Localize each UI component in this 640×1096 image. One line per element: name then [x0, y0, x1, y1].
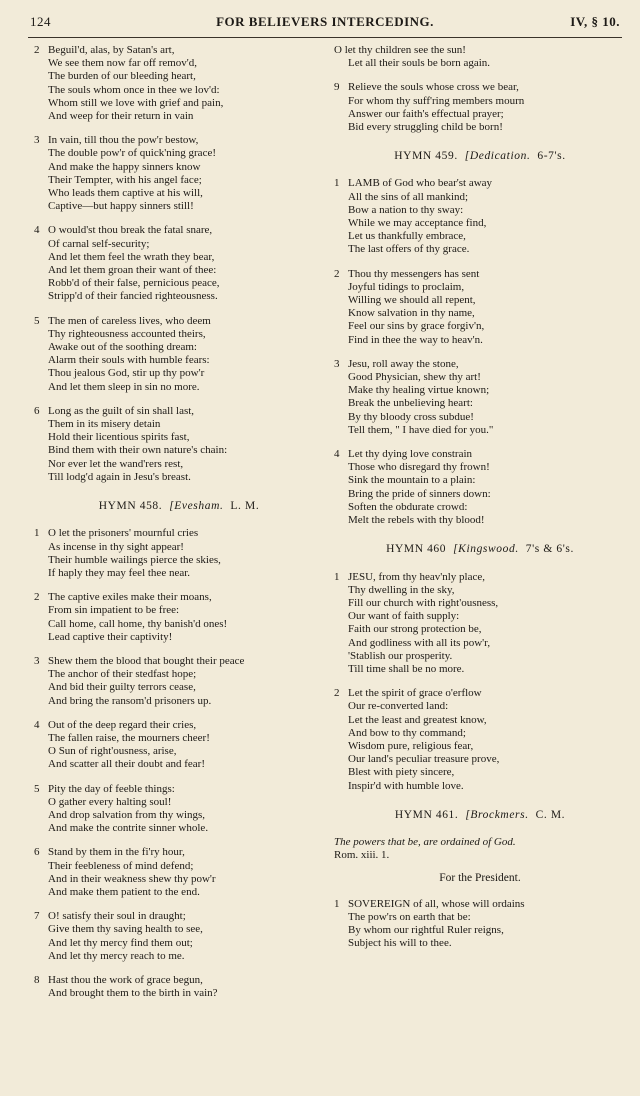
verse-number: 7	[34, 910, 40, 923]
verse-line	[334, 57, 626, 70]
verse-line	[34, 444, 324, 457]
verse-line	[34, 315, 324, 328]
verse-text: The men of careless lives, who deem	[48, 314, 211, 327]
verse-text: O Sun of right'ousness, arise,	[48, 745, 177, 758]
verse-text: Our re-converted land:	[348, 700, 449, 713]
verse-line	[34, 796, 324, 809]
verse-text: And let thy mercy reach to me.	[48, 949, 185, 962]
verse	[334, 898, 626, 951]
verse-number: 3	[34, 654, 40, 667]
verse-text: And bow to thy command;	[348, 726, 466, 739]
verse-line	[34, 846, 324, 859]
verse-text: As incense in thy sight appear!	[48, 540, 184, 553]
verse-line	[34, 44, 324, 57]
hymn-number: HYMN 458.	[98, 500, 163, 513]
verse	[34, 591, 324, 644]
verse-number: 3	[334, 357, 340, 370]
verse-line	[334, 95, 626, 108]
verse-line	[34, 950, 324, 963]
verse-line	[34, 745, 324, 758]
verse	[34, 910, 324, 963]
verse-line	[334, 687, 626, 700]
verse-line	[34, 860, 324, 873]
verse-text: Blest with piety sincere,	[348, 766, 455, 779]
verse-line	[334, 384, 626, 397]
verse	[334, 268, 626, 347]
verse-text: Subject his will to thee.	[348, 937, 452, 950]
verse-text: And let thy mercy find them out;	[48, 936, 193, 949]
verse-line	[334, 371, 626, 384]
verse-number: 1	[334, 177, 340, 190]
verse-text: Awake out of the soothing dream:	[48, 341, 197, 354]
verse-line	[34, 554, 324, 567]
verse-number: 3	[34, 134, 40, 147]
verse-text: If haply they may feel thee near.	[48, 566, 191, 579]
verse	[34, 44, 324, 123]
verse-text: The burden of our bleeding heart,	[48, 70, 196, 83]
verse-text: By whom our rightful Ruler reigns,	[348, 923, 504, 936]
verse-line	[334, 448, 626, 461]
verse-text: The souls whom once in thee we lov'd:	[48, 83, 220, 96]
verse-text: Make thy healing virtue known;	[348, 384, 490, 397]
verse-line	[34, 923, 324, 936]
verse-line	[34, 110, 324, 123]
verse-line	[34, 655, 324, 668]
verse-text: Know salvation in thy name,	[348, 307, 475, 320]
verse-line	[334, 740, 626, 753]
verse-line	[334, 571, 626, 584]
verse-text: Inspir'd with humble love.	[348, 779, 464, 792]
verse-text: And make them patient to the end.	[48, 885, 200, 898]
verse-line	[34, 341, 324, 354]
verse-line	[34, 405, 324, 418]
page-title: FOR BELIEVERS INTERCEDING.	[216, 14, 434, 29]
verse-line	[34, 471, 324, 484]
verse-line	[334, 320, 626, 333]
verse-text: Bid every struggling child be born!	[348, 121, 503, 134]
verse-line	[34, 937, 324, 950]
verse-number: 2	[34, 44, 40, 56]
verse-line	[334, 898, 626, 911]
verse-text: And let them groan their want of thee:	[48, 264, 217, 277]
verse-text: Let the spirit of grace o'erflow	[348, 687, 482, 700]
running-head	[30, 14, 620, 34]
verse-line	[334, 243, 626, 256]
verse-line	[334, 217, 626, 230]
verse-text: Thou thy messengers has sent	[348, 267, 480, 280]
verse-text: Thou jealous God, stir up thy pow'r	[48, 367, 205, 380]
meter: L. M.	[230, 500, 260, 513]
verse-text: And weep for their return in vain	[48, 110, 194, 123]
verse-line	[334, 514, 626, 527]
verses-b	[34, 527, 324, 1000]
verse-line	[334, 584, 626, 597]
verse-text: And bid their guilty terrors cease,	[48, 681, 196, 694]
verses-b	[334, 177, 626, 527]
verse-line	[334, 204, 626, 217]
verse-line	[34, 809, 324, 822]
verse-line	[34, 910, 324, 923]
verse-text: Captive—but happy sinners still!	[48, 200, 194, 213]
verse-text: Stripp'd of their fancied righteousness.	[48, 290, 218, 303]
verse-text: And make the happy sinners know	[48, 160, 201, 173]
verse-line	[34, 418, 324, 431]
verse-text: Their humble wailings pierce the skies,	[48, 553, 221, 566]
verse-line	[34, 367, 324, 380]
verse-text: O would'st thou break the fatal snare,	[48, 224, 213, 237]
verse-text: And in their weakness shew thy pow'r	[48, 872, 216, 885]
verse-text: Them in its misery detain	[48, 418, 161, 431]
verse-line	[334, 780, 626, 793]
verse-line	[334, 281, 626, 294]
verse-number: 1	[334, 570, 340, 583]
verse-line	[34, 604, 324, 617]
verse-number: 4	[34, 224, 40, 237]
verse-line	[34, 431, 324, 444]
hymn-461-heading	[334, 809, 626, 822]
verse	[34, 719, 324, 772]
verse-line	[334, 663, 626, 676]
verse-text: Thy righteousness accounted theirs,	[48, 327, 206, 340]
verse-line	[334, 911, 626, 924]
verse-text: And brought them to the birth in vain?	[48, 987, 218, 1000]
continued-verse	[334, 44, 626, 70]
verse	[34, 224, 324, 303]
verse-text: Their feebleness of mind defend;	[48, 859, 194, 872]
verse	[334, 571, 626, 677]
verse-text: The captive exiles make their moans,	[48, 591, 212, 604]
verse-line	[334, 294, 626, 307]
verse-text: Alarm their souls with humble fears:	[48, 354, 210, 367]
verse-line	[34, 161, 324, 174]
verse-text: And scatter all their doubt and fear!	[48, 758, 205, 771]
verse-text: For whom thy suff'ring members mourn	[348, 94, 525, 107]
verse-text: Till time shall be no more.	[348, 662, 465, 675]
verse-line	[334, 334, 626, 347]
verse-text: Call home, call home, thy banish'd ones!	[48, 617, 228, 630]
verse-text: While we may acceptance find,	[348, 217, 487, 230]
verse	[34, 655, 324, 708]
verse	[34, 405, 324, 484]
verse-text: Let the least and greatest know,	[348, 713, 487, 726]
verse-line	[334, 501, 626, 514]
verse-text: O! satisfy their soul in draught;	[48, 910, 186, 923]
verse-text: Lead captive their captivity!	[48, 630, 173, 643]
verse-text: We see them now far off remov'd,	[48, 57, 198, 70]
verse-line	[34, 974, 324, 987]
tune-name: [Kingswood.	[453, 543, 519, 556]
verse-line	[34, 97, 324, 110]
verse-line	[334, 108, 626, 121]
scripture-text: The powers that be, are ordained of God.	[334, 835, 516, 848]
verse-text: Bind them with their own nature's chain:	[48, 444, 228, 457]
verse-text: And bring the ransom'd prisoners up.	[48, 694, 212, 707]
verse-text: Beguil'd, alas, by Satan's art,	[48, 44, 175, 56]
verses-a	[334, 81, 626, 134]
verse-text: Out of the deep regard their cries,	[48, 718, 197, 731]
verse-line	[334, 424, 626, 437]
verse-text: And drop salvation from thy wings,	[48, 808, 206, 821]
verse-line	[334, 650, 626, 663]
verse-text: Tell them, " I have died for you."	[348, 423, 494, 436]
verse-text: The fallen raise, the mourners cheer!	[48, 731, 210, 744]
verse-text: Let thy dying love constrain	[348, 448, 473, 461]
verse-text: The double pow'r of quick'ning grace!	[48, 147, 216, 160]
verse-line	[34, 541, 324, 554]
verse-text: Our want of faith supply:	[348, 610, 460, 623]
verse-line	[334, 924, 626, 937]
verse-line	[34, 695, 324, 708]
verse-text: Let all their souls be born again.	[348, 57, 491, 70]
verse-text: Sink the mountain to a plain:	[348, 474, 476, 487]
page-number: 124	[30, 14, 51, 29]
verse-text: Jesu, roll away the stone,	[348, 357, 459, 370]
verse-line	[334, 268, 626, 281]
verse-line	[34, 631, 324, 644]
verse-line	[34, 224, 324, 237]
tune-name: [Dedication.	[464, 150, 531, 163]
verse-line	[334, 474, 626, 487]
verse-line	[334, 597, 626, 610]
verse-text: Break the unbelieving heart:	[348, 397, 473, 410]
verse-line	[334, 610, 626, 623]
verse-text: Feel our sins by grace forgiv'n,	[348, 320, 485, 333]
verse-text: Find in thee the way to heav'n.	[348, 333, 483, 346]
verse-line	[34, 174, 324, 187]
hymn-459-heading	[334, 150, 626, 163]
verse-text: Whom still we love with grief and pain,	[48, 96, 224, 109]
tune-name: [Evesham.	[169, 500, 224, 513]
verse-number: 2	[334, 267, 340, 280]
verse-line	[34, 719, 324, 732]
verse-text: Wisdom pure, religious fear,	[348, 739, 474, 752]
verse-line	[34, 873, 324, 886]
verse-line	[34, 354, 324, 367]
verse-number: 1	[334, 897, 340, 910]
verse-line	[34, 783, 324, 796]
verse-line	[34, 987, 324, 1000]
verse-text: And let them sleep in sin no more.	[48, 380, 200, 393]
verse-line	[334, 191, 626, 204]
verse	[34, 846, 324, 899]
verse-line	[334, 358, 626, 371]
verse-text: Their Tempter, with his angel face;	[48, 173, 202, 186]
verse	[334, 358, 626, 437]
verse-number: 8	[34, 973, 40, 986]
verse-text: And godliness with all its pow'r,	[348, 636, 491, 649]
verse-line	[334, 397, 626, 410]
verse	[34, 527, 324, 580]
verse-text: Soften the obdurate crowd:	[348, 500, 468, 513]
verse-line	[34, 57, 324, 70]
verse-text: In vain, till thou the pow'r bestow,	[48, 134, 199, 147]
verse	[34, 974, 324, 1000]
header-rule	[28, 37, 622, 38]
verse-line	[334, 623, 626, 636]
verses-c	[334, 571, 626, 793]
verse-line	[34, 681, 324, 694]
verse-text: Bow a nation to thy sway:	[348, 203, 464, 216]
verse-line	[334, 44, 626, 57]
verse-line	[34, 200, 324, 213]
verse-line	[334, 411, 626, 424]
meter: C. M.	[535, 808, 566, 821]
verse-text: Answer our faith's effectual prayer;	[348, 107, 504, 120]
verse-text: 'Stablish our prosperity.	[348, 649, 453, 662]
hymn-number: HYMN 461.	[394, 808, 459, 821]
verse-line	[34, 527, 324, 540]
verses-a	[34, 44, 324, 484]
verse	[334, 81, 626, 134]
verse-number: 4	[334, 448, 340, 461]
verse-text: Bring the pride of sinners down:	[348, 487, 491, 500]
verse-text: Melt the rebels with thy blood!	[348, 514, 485, 527]
verse-line	[34, 290, 324, 303]
verse-number: 6	[34, 846, 40, 859]
verse-text: Those who disregard thy frown!	[348, 461, 490, 474]
verse-line	[334, 177, 626, 190]
hymn-460-heading	[334, 543, 626, 556]
verse-line	[34, 328, 324, 341]
verse-text: O let the prisoners' mournful cries	[48, 527, 199, 540]
verse-line	[34, 732, 324, 745]
verse-number: 2	[334, 687, 340, 700]
right-column	[334, 44, 626, 961]
verse-line	[34, 238, 324, 251]
meter: 6-7's.	[537, 150, 566, 163]
verse-line	[34, 70, 324, 83]
verse-text: Joyful tidings to proclaim,	[348, 280, 465, 293]
verse-text: Stand by them in the fi'ry hour,	[48, 846, 185, 859]
verse-text: And make the contrite sinner whole.	[48, 822, 209, 835]
verse-text: Give them thy saving health to see,	[48, 923, 203, 936]
verse-text: From sin impatient to be free:	[48, 604, 180, 617]
verse-line	[334, 307, 626, 320]
verse-text: By thy bloody cross subdue!	[348, 410, 474, 423]
verse-number: 4	[34, 718, 40, 731]
verse-text: The anchor of their stedfast hope;	[48, 668, 197, 681]
verse-line	[34, 277, 324, 290]
verse-line	[334, 937, 626, 950]
verse	[34, 783, 324, 836]
verse-text: LAMB of God who bear'st away	[348, 177, 493, 190]
scripture-epigraph	[334, 836, 626, 862]
hymn-number: HYMN 459.	[394, 150, 458, 163]
verse-text: Till lodg'd again in Jesu's breast.	[48, 470, 191, 483]
verse-text: JESU, from thy heav'nly place,	[348, 570, 486, 583]
verse-line	[334, 81, 626, 94]
verse-text: Relieve the souls whose cross we bear,	[348, 81, 519, 94]
verse	[334, 687, 626, 793]
verse-line	[34, 886, 324, 899]
verse-line	[34, 567, 324, 580]
verse-text: The pow'rs on earth that be:	[348, 910, 471, 923]
verse-text: Pity the day of feeble things:	[48, 782, 175, 795]
verse-line	[34, 618, 324, 631]
verse-line	[34, 134, 324, 147]
verse-text: Our land's peculiar treasure prove,	[348, 753, 500, 766]
verse-line	[334, 488, 626, 501]
verse-line	[34, 822, 324, 835]
hymn-458-heading	[34, 500, 324, 513]
verse-text: All the sins of all mankind;	[348, 190, 469, 203]
meter: 7's & 6's.	[525, 543, 574, 556]
verse-text: Good Physician, shew thy art!	[348, 371, 481, 384]
subheading: For the President.	[439, 872, 521, 885]
verse-number: 6	[34, 404, 40, 417]
verse	[334, 448, 626, 527]
verse-line	[334, 121, 626, 134]
verse-text: Let us thankfully embrace,	[348, 230, 466, 243]
tune-name: [Brockmers.	[465, 808, 529, 821]
verse-text: Hast thou the work of grace begun,	[48, 973, 203, 986]
verse-line	[34, 381, 324, 394]
verse-number: 1	[34, 527, 40, 540]
verse	[34, 134, 324, 213]
verse-line	[34, 458, 324, 471]
verse-line	[334, 714, 626, 727]
verse-text: Robb'd of their false, pernicious peace,	[48, 277, 220, 290]
verse-text: Shew them the blood that bought their peace	[48, 654, 245, 667]
verse-line	[334, 700, 626, 713]
verse	[334, 177, 626, 256]
verse-line	[34, 264, 324, 277]
verse-text: Of carnal self-security;	[48, 237, 150, 250]
verse-line	[334, 753, 626, 766]
verse-text: The last offers of thy grace.	[348, 243, 470, 256]
verse-text: And let them feel the wrath they bear,	[48, 250, 215, 263]
verse-line	[34, 251, 324, 264]
verse-line	[34, 84, 324, 97]
left-column	[34, 44, 324, 1011]
verse-text: Faith our strong protection be,	[348, 623, 482, 636]
verse-text: Who leads them captive at his will,	[48, 187, 203, 200]
verse-text: Long as the guilt of sin shall last,	[48, 404, 195, 417]
verse-line	[34, 147, 324, 160]
verse-text: O gather every halting soul!	[48, 795, 172, 808]
verse-line	[334, 727, 626, 740]
verse-line	[334, 766, 626, 779]
verse	[34, 315, 324, 394]
verse-line	[34, 758, 324, 771]
verse-text: Thy dwelling in the sky,	[348, 583, 455, 596]
verses-d	[334, 898, 626, 951]
verse-number: 5	[34, 314, 40, 327]
hymn-number: HYMN 460	[386, 543, 447, 556]
verse-text: Nor ever let the wand'rers rest,	[48, 457, 184, 470]
verse-text: SOVEREIGN of all, whose will ordains	[348, 897, 525, 910]
verse-line	[34, 187, 324, 200]
verse-line	[334, 637, 626, 650]
section-label: IV, § 10.	[570, 14, 620, 29]
verse-number: 9	[334, 81, 340, 94]
verse-text: Fill our church with right'ousness,	[348, 596, 499, 609]
verse-line	[34, 668, 324, 681]
verse-line	[34, 591, 324, 604]
verse-text: Hold their licentious spirits fast,	[48, 431, 190, 444]
verse-number: 5	[34, 782, 40, 795]
verse-text: O let thy children see the sun!	[334, 44, 466, 56]
verse-line	[334, 230, 626, 243]
scripture-reference: Rom. xiii. 1.	[334, 849, 390, 862]
verse-number: 2	[34, 591, 40, 604]
verse-text: Willing we should all repent,	[348, 294, 476, 307]
verse-line	[334, 461, 626, 474]
